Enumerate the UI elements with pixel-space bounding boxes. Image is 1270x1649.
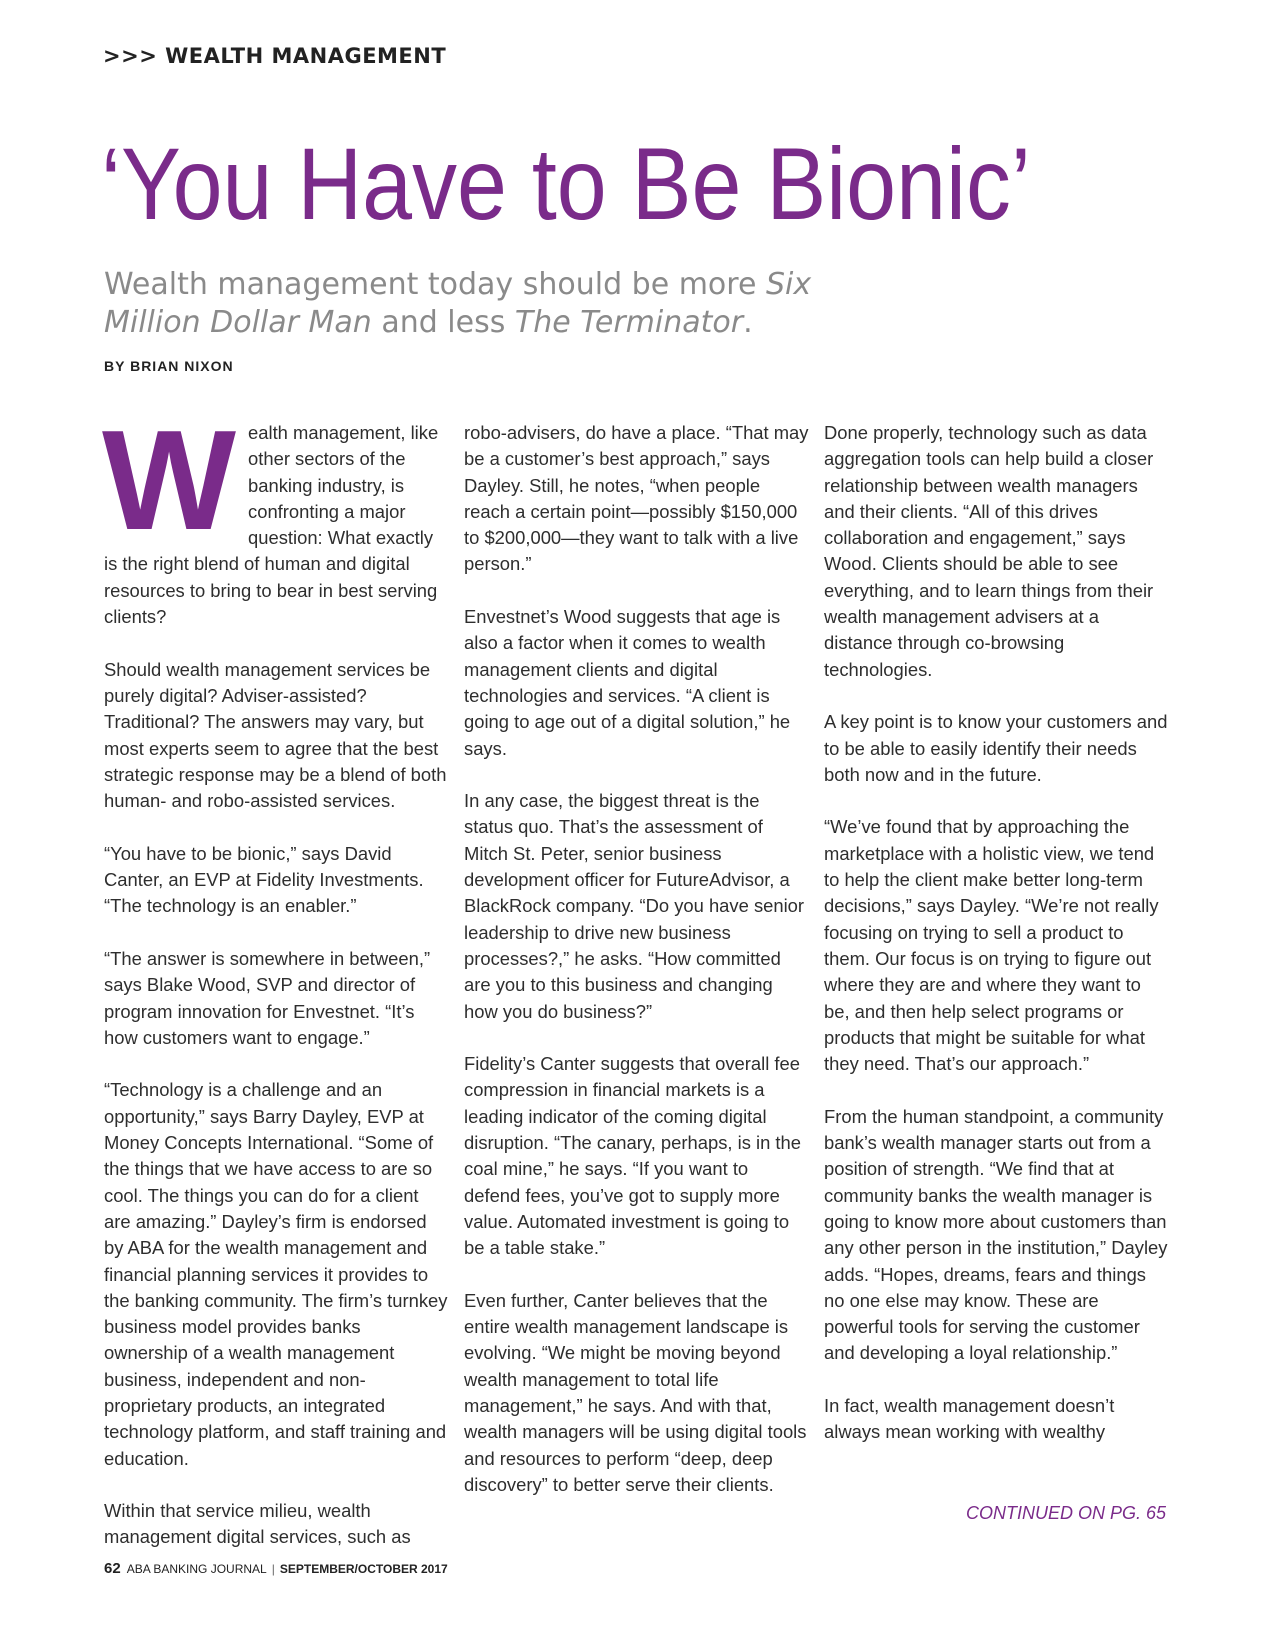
article-column-3 [824,420,1169,1472]
page-number: 62 [104,1560,121,1577]
body-paragraph: Done properly, technology such as data aggregation tools can help build a closer relationship between wealth managers and their clients. “All of this drives collaboration and engagement,” says Wood. Clients should be able to see everything, and to learn things from their wealth management advisers at a distance through co-browsing technologies. [824,422,1154,680]
issue-date: SEPTEMBER/OCTOBER 2017 [279,1562,448,1576]
deck-text: . [743,305,753,340]
body-paragraph: “The answer is somewhere in between,” says Blake Wood, SVP and director of program innovation for Envestnet. “It’s how customers want to engage.” [104,947,431,1048]
body-paragraph: “You have to be bionic,” says David Canter, an EVP at Fidelity Investments. “The technology is an enabler.” [104,842,424,917]
deck-text: Wealth management today should be more [104,267,766,302]
body-paragraph: Within that service milieu, wealth management digital services, such as [104,1500,411,1548]
continued-on-link: CONTINUED ON PG. 65 [965,1503,1166,1523]
body-paragraph: A key point is to know your customers and to be able to easily identify their needs both now and in the future. [824,711,1168,785]
body-paragraph: From the human standpoint, a community bank’s wealth manager starts out from a position of strength. “We find that at community banks the wealth manager is going to know more about customers than any other person in the institution,” Dayley adds. “Hopes, dreams, fears and things no one else may know. These are powerful tools for serving the customer and developing a loyal relationship.” [824,1105,1168,1364]
body-paragraph [102,401,449,630]
article-column-2 [464,420,809,1524]
body-paragraph: Should wealth management services be purely digital? Adviser-assisted? Traditional? The answers may vary, but most experts seem to agree that the best strategic response may be a blend of both human- and robo-assisted services. [104,658,447,812]
body-paragraph: “We’ve found that by approaching the marketplace with a holistic view, we tend to help the client make better long-term decisions,” says Dayley. “We’re not really focusing on trying to sell a product to them. Our focus is on trying to figure out where they are and where they want to be, and then help select programs or products that might be suitable for what they need. That’s our approach.” [824,816,1159,1075]
page-footer [104,1560,448,1577]
publication-name: ABA BANKING JOURNAL [126,1562,267,1576]
body-paragraph: Fidelity’s Canter suggests that overall fee compression in financial markets is a leading indicator of the coming digital disruption. “The canary, perhaps, is in the coal mine,” he says. “If you want to defend fees, you’ve got to supply more value. Automated investment is going to be a table stake.” [464,1053,801,1259]
headline: ‘You Have to Be Bionic’ [101,127,1031,241]
body-paragraph: Envestnet’s Wood suggests that age is also a factor when it comes to wealth management clients and digital technologies and services. “A client is going to age out of a digital solution,” he says. [464,606,791,759]
body-paragraph: In fact, wealth management doesn’t always mean working with wealthy [824,1394,1115,1443]
deck-italic-title: Six Million Dollar Man [104,267,812,340]
body-paragraph: robo-advisers, do have a place. “That may be a customer’s best approach,” says Dayley. Still, he notes, “when people reach a certain point—possibly $150,000 to $200,000—they want to talk with a live person.” [464,422,809,575]
article-column-1 [102,401,449,1577]
section-label: >>> WEALTH MANAGEMENT [103,44,447,68]
drop-cap: W [102,401,237,560]
body-paragraph: “Technology is a challenge and an opportunity,” says Barry Dayley, EVP at Money Concepts International. “Some of the things that we have access to are so cool. The things you can do for a client are amazing.” Dayley’s firm is endorsed by ABA for the wealth management and financial planning services it provides to the banking community. The firm’s turnkey business model provides banks ownership of a wealth management business, independent and non-proprietary products, an integrated technology platform, and staff training and education. [104,1079,448,1469]
paragraph-text: ealth management, like other sectors of the banking industry, is confronting a major question: What exactly is the right blend of human and digital resources to bring to bear in best serving clients? [104,422,439,628]
body-paragraph: Even further, Canter believes that the entire wealth management landscape is evolving. “We might be moving beyond wealth management to total life management,” he says. And with that, wealth managers will be using digital tools and resources to perform “deep, deep discovery” to better serve their clients. [464,1289,807,1495]
body-paragraph: In any case, the biggest threat is the status quo. That’s the assessment of Mitch St. Peter, senior business development officer for FutureAdvisor, a BlackRock company. “Do you have senior leadership to drive new business processes?,” he asks. “How committed are you to this business and changing how you do business?” [464,790,805,1022]
footer-separator: | [271,1562,275,1576]
deck-italic-title: The Terminator [514,305,744,340]
byline: BY BRIAN NIXON [104,358,234,374]
deck-text: and less [371,305,515,340]
deck-subtitle [104,266,904,342]
